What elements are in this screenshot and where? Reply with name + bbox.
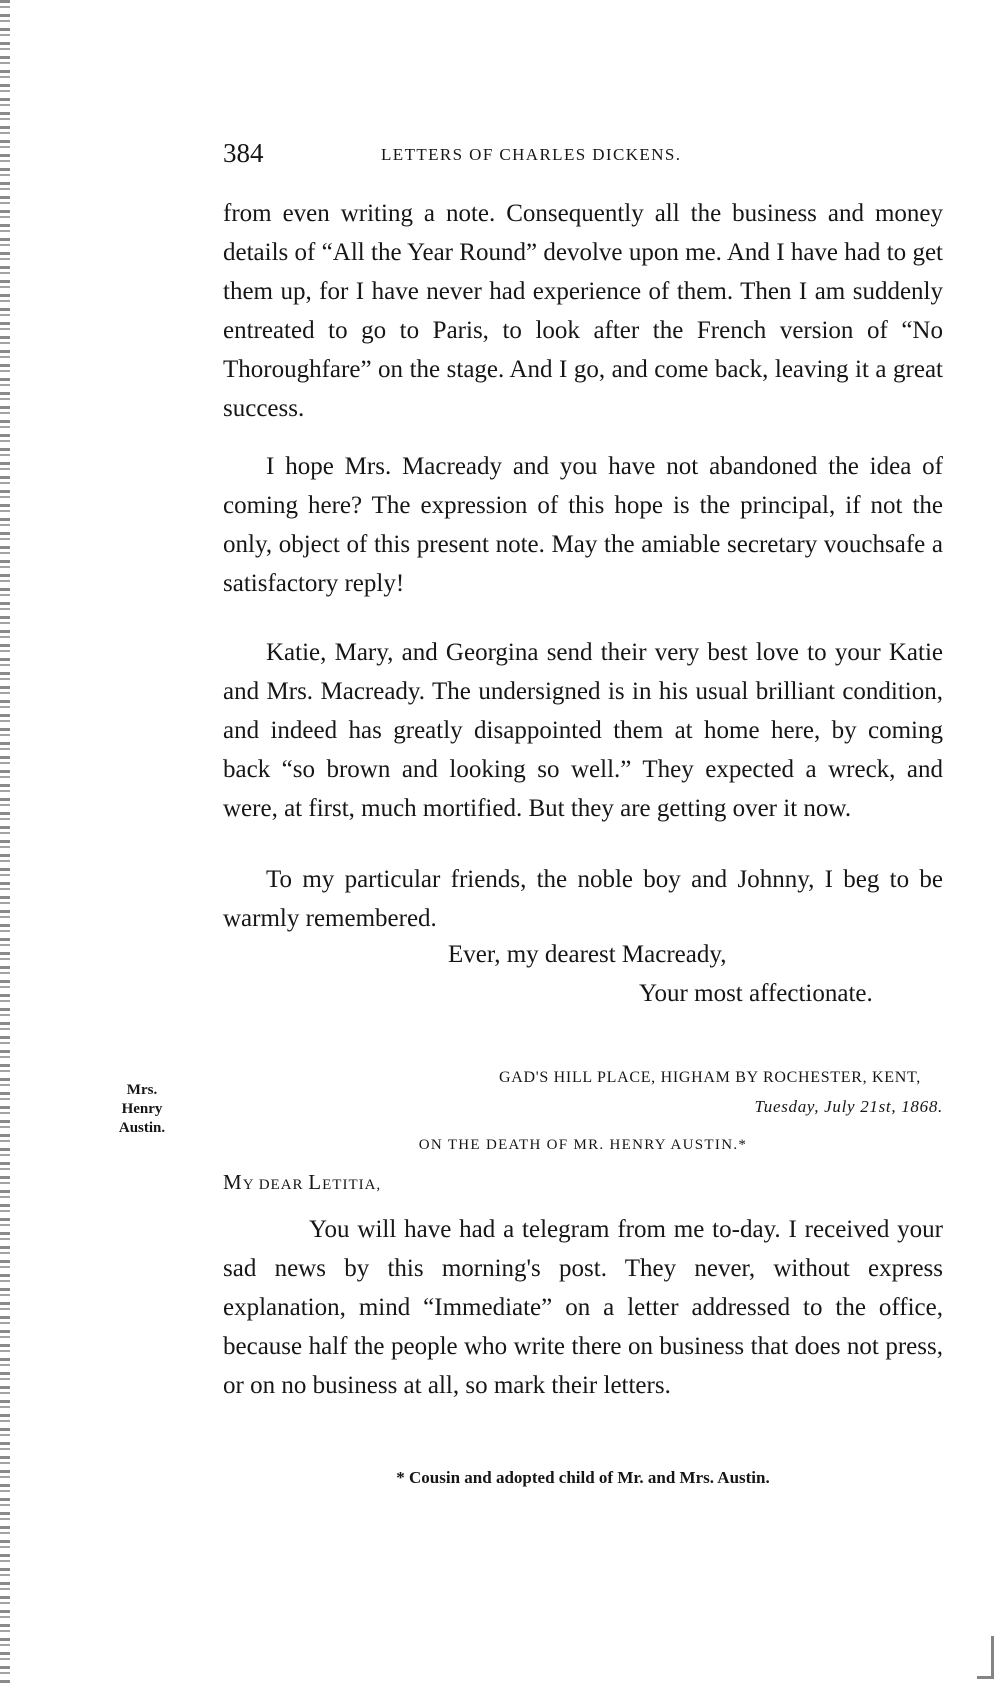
running-head: LETTERS OF CHARLES DICKENS.	[381, 145, 682, 164]
letter-date: Tuesday, July 21st, 1868.	[754, 1097, 943, 1116]
letter-address-block	[223, 1069, 943, 1117]
letter-paragraph-1: from even writing a note. Consequently all the business and money details of “All the Year Round” devolve upon me. And I have had to get them up, for I have never had experience of them. Then I am suddenly entreated to go to Paris, to look after the French version of “No Thoroughfare” on the stage. And I go, and come back, leaving it a great success.	[223, 200, 943, 422]
salutation-initial: M	[223, 1170, 243, 1194]
closing-line-1: Ever, my dearest Macready,	[448, 941, 727, 968]
margin-note-line-2: Henry	[121, 1101, 163, 1117]
page-corner-mark	[977, 1636, 994, 1679]
margin-note-line-3: Austin.	[118, 1120, 166, 1136]
letter-subheading: ON THE DEATH OF MR. HENRY AUSTIN.*	[418, 1137, 748, 1153]
page-number: 384	[223, 138, 264, 168]
second-letter-paragraph-1: You will have had a telegram from me to-day. I received your sad news by this morning's post. They never, without express explanation, mind “Immediate” on a letter addressed to the office, because half the people who write there on business that does not press, or on no business at all, so mark their letters.	[223, 1216, 943, 1399]
closing-line-2: Your most affectionate.	[639, 980, 873, 1007]
salutation-initial-2: L	[308, 1170, 323, 1194]
binding-edge	[0, 0, 10, 1683]
letter-paragraph-4: To my particular friends, the noble boy and Johnny, I beg to be warmly remembered.	[223, 866, 943, 932]
footnote: * Cousin and adopted child of Mr. and Mrs. Austin.	[396, 1468, 770, 1487]
letter-address: GAD'S HILL PLACE, HIGHAM BY ROCHESTER, KENT,	[499, 1069, 921, 1086]
salutation-smallcaps: Y DEAR	[242, 1177, 309, 1193]
salutation	[223, 1170, 381, 1195]
margin-note-line-1: Mrs.	[126, 1082, 158, 1098]
letter-paragraph-3: Katie, Mary, and Georgina send their very best love to your Katie and Mrs. Macready. The undersigned is in his usual brilliant condition, and indeed has greatly disappointed them at home here, by coming back “so brown and looking so well.” They expected a wreck, and were, at first, much mortified. But they are getting over it now.	[223, 639, 943, 822]
letter-paragraph-2: I hope Mrs. Macready and you have not abandoned the idea of coming here? The expression of this hope is the principal, if not the only, object of this present note. May the amiable secretary vouchsafe a satisfactory reply!	[223, 453, 943, 597]
margin-note	[96, 1081, 188, 1138]
salutation-smallcaps-2: ETITIA,	[322, 1177, 382, 1193]
page-header	[223, 138, 943, 178]
